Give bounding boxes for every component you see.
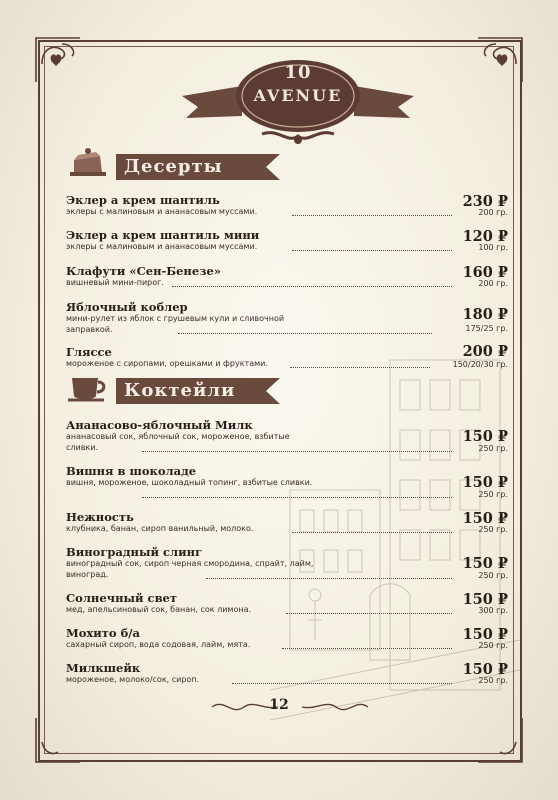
item-price: 160 ₽: [462, 264, 508, 281]
corner-ornament-icon: [474, 714, 526, 766]
item-price: 180 ₽: [462, 306, 508, 323]
item-description: эклеры с малиновым и ананасовым муссами.: [66, 207, 258, 216]
menu-item: [66, 626, 512, 651]
item-weight: 250 гр.: [478, 571, 508, 580]
item-price: 150 ₽: [462, 474, 508, 491]
menu-item: [66, 661, 512, 686]
corner-ornament-icon: [32, 34, 84, 86]
item-name: Эклер а крем шантиль: [66, 193, 220, 207]
item-weight: 150/20/30 гр.: [452, 360, 508, 369]
menu-item: [66, 345, 512, 370]
item-price: 150 ₽: [462, 555, 508, 572]
item-weight: 200 гр.: [478, 279, 508, 288]
item-price: 150 ₽: [462, 510, 508, 527]
menu-item: [66, 545, 512, 580]
item-name: Нежность: [66, 510, 134, 524]
item-name: Солнечный свет: [66, 591, 177, 605]
item-name: Ананасово-яблочный Милк: [66, 418, 253, 432]
menu-item: [66, 300, 512, 335]
item-price: 150 ₽: [462, 428, 508, 445]
item-weight: 300 гр.: [478, 606, 508, 615]
item-description: мини-рулет из яблок с грушевым кули и сливочной заправкой.: [66, 314, 285, 334]
logo-word: AVENUE: [253, 86, 343, 105]
leader-dots: [172, 286, 452, 287]
item-price: 230 ₽: [462, 193, 508, 210]
item-description: клубника, банан, сироп ванильный, молоко.: [66, 524, 254, 533]
item-price: 150 ₽: [462, 626, 508, 643]
restaurant-logo: [182, 56, 414, 148]
leader-dots: [292, 532, 452, 533]
menu-item: [66, 591, 512, 616]
menu-item: [66, 464, 512, 499]
coffee-cup-icon: [66, 370, 110, 404]
leader-dots: [292, 215, 452, 216]
item-price: 120 ₽: [462, 228, 508, 245]
item-weight: 250 гр.: [478, 444, 508, 453]
item-description: мед, апельсиновый сок, банан, сок лимона.: [66, 605, 252, 614]
logo-number: 10: [284, 62, 312, 83]
item-description: сахарный сироп, вода содовая, лайм, мята.: [66, 640, 251, 649]
leader-dots: [290, 367, 430, 368]
page-number: 12: [269, 697, 289, 713]
menu-item: [66, 264, 512, 289]
item-weight: 200 гр.: [478, 208, 508, 217]
menu-item: [66, 510, 512, 535]
section-desserts-header: [66, 152, 326, 186]
item-description: вишня, мороженое, шоколадный топинг, взбитые сливки.: [66, 478, 313, 487]
item-description: виноградный сок, сироп черная смородина, спрайт, лайм, виноград.: [66, 559, 314, 579]
leader-dots: [232, 683, 452, 684]
item-name: Яблочный коблер: [66, 300, 188, 314]
item-name: Гляссе: [66, 345, 112, 359]
item-description: эклеры с малиновым и ананасовым муссами.: [66, 242, 258, 251]
flourish-ornament-icon: [300, 700, 370, 714]
item-price: 150 ₽: [462, 661, 508, 678]
item-description: ананасовый сок, яблочный сок, мороженое, взбитые сливки.: [66, 432, 290, 452]
corner-ornament-icon: [32, 714, 84, 766]
item-weight: 250 гр.: [478, 641, 508, 650]
section-cocktails-header: [66, 376, 326, 410]
item-name: Клафути «Сен-Бенезе»: [66, 264, 221, 278]
leader-dots: [292, 250, 452, 251]
item-price: 200 ₽: [462, 343, 508, 360]
item-name: Милкшейк: [66, 661, 141, 675]
item-description: мороженое с сиропами, орешками и фруктами.: [66, 359, 268, 368]
item-name: Виноградный слинг: [66, 545, 203, 559]
leader-dots: [286, 613, 452, 614]
item-weight: 250 гр.: [478, 676, 508, 685]
menu-item: [66, 418, 512, 453]
corner-ornament-icon: [474, 34, 526, 86]
menu-item: [66, 193, 512, 218]
leader-dots: [142, 497, 452, 498]
item-name: Вишня в шоколаде: [66, 464, 197, 478]
cake-icon: [66, 146, 110, 180]
leader-dots: [282, 648, 452, 649]
leader-dots: [142, 451, 452, 452]
item-description: мороженое, молоко/сок, сироп.: [66, 675, 200, 684]
leader-dots: [206, 578, 452, 579]
item-name: Эклер а крем шантиль мини: [66, 228, 260, 242]
section-title: Десерты: [124, 156, 223, 177]
item-weight: 250 гр.: [478, 525, 508, 534]
item-price: 150 ₽: [462, 591, 508, 608]
leader-dots: [178, 333, 432, 334]
menu-item: [66, 228, 512, 253]
item-weight: 175/25 гр.: [465, 324, 508, 333]
item-weight: 100 гр.: [478, 243, 508, 252]
section-title: Коктейли: [124, 380, 236, 401]
item-weight: 250 гр.: [478, 490, 508, 499]
item-name: Мохито б/а: [66, 626, 140, 640]
item-description: вишневый мини-пирог.: [66, 278, 164, 287]
